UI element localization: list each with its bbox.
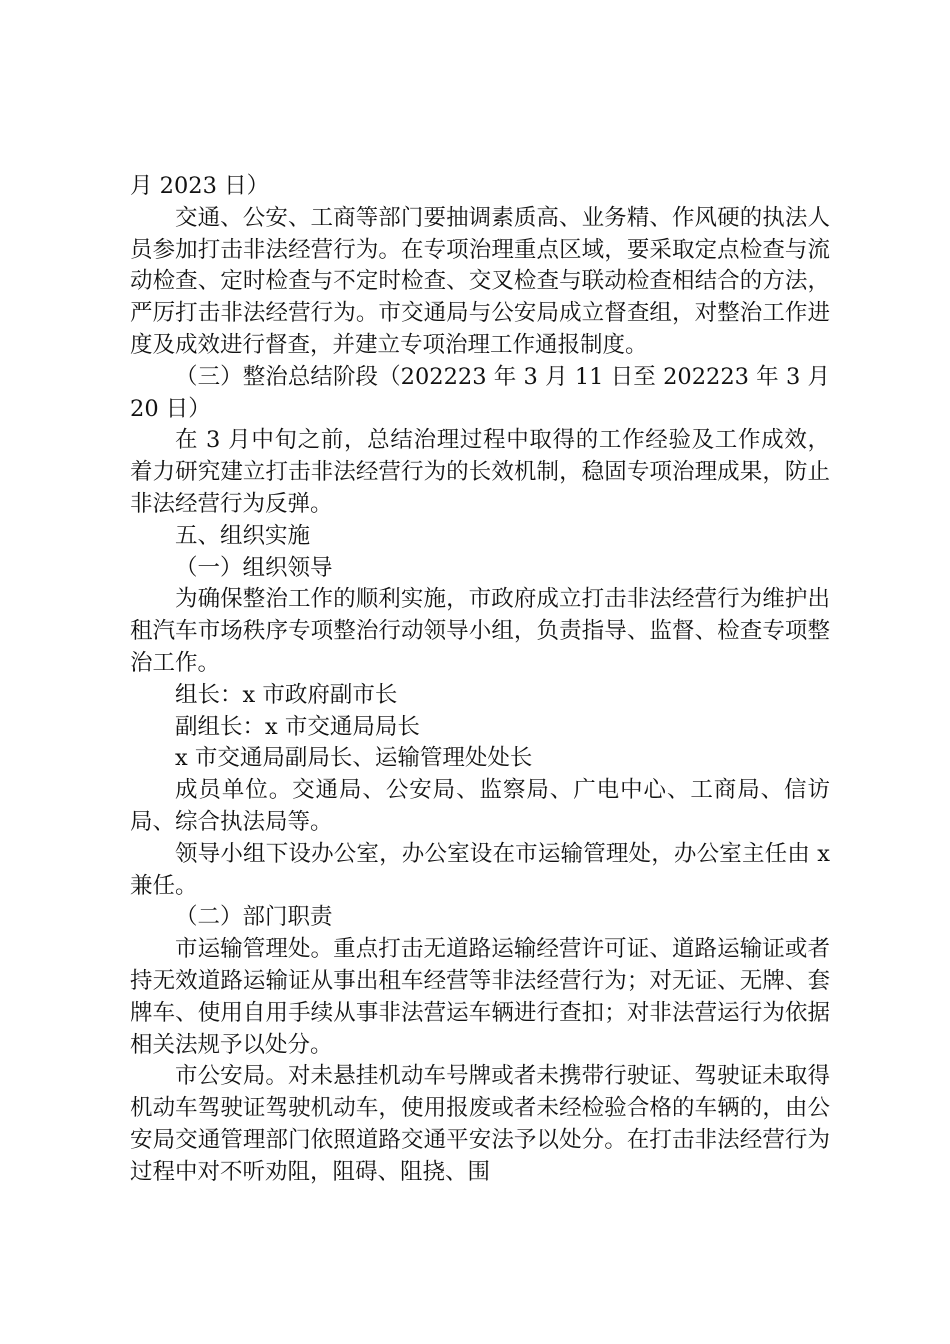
paragraph-summary: 在 3 月中旬之前，总结治理过程中取得的工作经验及工作成效，着力研究建立打击非法经营行为的长效机制，稳固专项治理成果，防止非法经营行为反弹。 (130, 427, 830, 517)
heading-leadership: （一）组织领导 (175, 554, 333, 581)
paragraph-public-security: 市公安局。对未悬挂机动车号牌或者未携带行驶证、驾驶证未取得机动车驾驶证驾驶机动车，使用报废或者未经检验合格的车辆的，由公安局交通管理部门依照道路交通平安法予以处分。在打击非法经营行为过程中对不听劝阻，阻碍、阻挠、围 (130, 1063, 830, 1185)
paragraph-leadership: 为确保整治工作的顺利实施，市政府成立打击非法经营行为维护出租汽车市场秩序专项整治行动领导小组，负责指导、监督、检查专项整治工作。 (130, 586, 830, 676)
heading-summary-stage: （三）整治总结阶段（202223 年 3 月 11 日至 202223 年 3 月 20 日） (130, 363, 830, 422)
paragraph-transport-office: 市运输管理处。重点打击无道路运输经营许可证、道路运输证或者持无效道路运输证从事出租车经营等非法经营行为；对无证、无牌、套牌车、使用自用手续从事非法营运车辆进行查扣；对非法营运行为依据相关法规予以处分。 (130, 936, 830, 1058)
heading-department-duties: （二）部门职责 (175, 904, 333, 931)
paragraph-enforcement: 交通、公安、工商等部门要抽调素质高、业务精、作风硬的执法人员参加打击非法经营行为。在专项治理重点区域，要采取定点检查与流动检查、定时检查与不定时检查、交叉检查与联动检查相结合的方法，严厉打击非法经营行为。市交通局与公安局成立督查组，对整治工作进度及成效进行督查，并建立专项治理工作通报制度。 (130, 204, 830, 358)
line-deputy-leader-2: x 市交通局副局长、运输管理处处长 (175, 745, 533, 772)
line-group-leader: 组长：x 市政府副市长 (175, 681, 398, 708)
paragraph-office: 领导小组下设办公室，办公室设在市运输管理处，办公室主任由 x 兼任。 (130, 840, 830, 899)
paragraph-member-units: 成员单位。交通局、公安局、监察局、广电中心、工商局、信访局、综合执法局等。 (130, 777, 830, 835)
heading-organization: 五、组织实施 (175, 522, 311, 549)
line-deputy-leader: 副组长：x 市交通局局长 (175, 713, 420, 740)
document-body (130, 171, 830, 1189)
paragraph-continuation: 月 2023 日） (130, 173, 270, 199)
